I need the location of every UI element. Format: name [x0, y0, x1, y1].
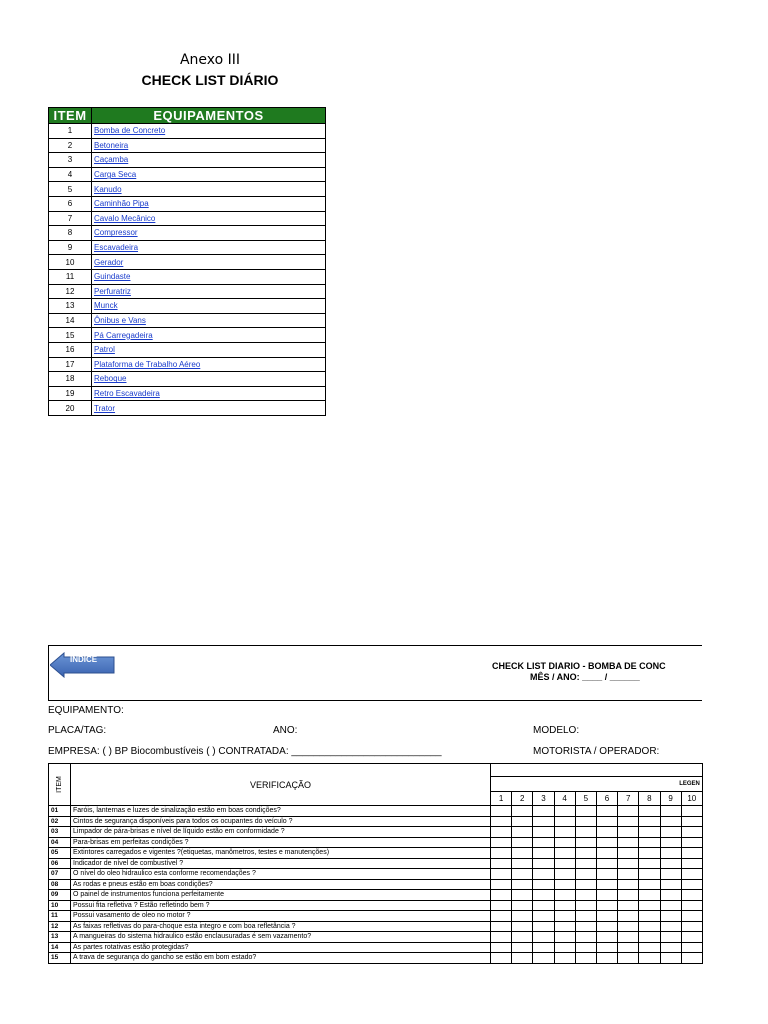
table-row [49, 869, 703, 880]
table-row [49, 255, 326, 270]
verification-item-text: O painel de instrumentos funciona perfeitamente [71, 890, 491, 901]
verification-item-text: Possui vasamento de oleo no motor ? [71, 911, 491, 922]
day-check-cell[interactable] [596, 806, 617, 817]
day-check-cell[interactable] [575, 879, 596, 890]
verification-item-number: 02 [49, 816, 71, 827]
verification-table [48, 763, 703, 964]
day-check-cell[interactable] [575, 953, 596, 964]
day-check-cell[interactable] [512, 879, 533, 890]
day-check-cell[interactable] [660, 900, 681, 911]
verification-item-text: As rodas e pneus estão em boas condições? [71, 879, 491, 890]
verification-item-number: 12 [49, 921, 71, 932]
index-item-number: 1 [49, 124, 92, 139]
day-check-cell[interactable] [639, 848, 660, 859]
day-check-cell[interactable] [575, 837, 596, 848]
day-check-cell[interactable] [491, 869, 512, 880]
day-check-cell[interactable] [681, 869, 702, 880]
day-check-cell[interactable] [491, 921, 512, 932]
table-row [49, 328, 326, 343]
equipment-link[interactable]: Plataforma de Trabalho Aéreo [92, 357, 326, 372]
day-check-cell[interactable] [554, 816, 575, 827]
equipment-index-table [48, 107, 326, 416]
day-check-cell[interactable] [512, 900, 533, 911]
index-item-number: 8 [49, 226, 92, 241]
equipment-link[interactable]: Kanudo [92, 182, 326, 197]
checklist-title: CHECK LIST DIARIO - BOMBA DE CONC [492, 661, 666, 671]
day-check-cell[interactable] [596, 942, 617, 953]
verification-item-text: As partes rotativas estão protegidas? [71, 942, 491, 953]
day-check-cell[interactable] [681, 879, 702, 890]
table-row [49, 372, 326, 387]
day-check-cell[interactable] [618, 827, 639, 838]
day-check-cell[interactable] [618, 900, 639, 911]
day-check-cell[interactable] [491, 837, 512, 848]
table-row [49, 827, 703, 838]
verification-item-number: 05 [49, 848, 71, 859]
day-check-cell[interactable] [618, 953, 639, 964]
index-table-header [49, 108, 326, 124]
verification-item-number: 15 [49, 953, 71, 964]
equipment-link[interactable]: Caçamba [92, 153, 326, 168]
index-item-number: 20 [49, 401, 92, 416]
verification-item-text: O nível do oleo hidraulico esta conforme recomendações ? [71, 869, 491, 880]
day-check-cell[interactable] [660, 869, 681, 880]
table-row [49, 921, 703, 932]
day-check-cell[interactable] [618, 879, 639, 890]
verification-item-text: As faixas refletivas do para-choque esta integro e com boa refletância ? [71, 921, 491, 932]
day-check-cell[interactable] [554, 953, 575, 964]
day-column-header: 4 [554, 792, 575, 806]
day-check-cell[interactable] [512, 837, 533, 848]
equipment-link[interactable]: Bomba de Concreto [92, 124, 326, 139]
verification-item-text: Limpador de pára-brisas e nível de líquido estão em conformidade ? [71, 827, 491, 838]
day-check-cell[interactable] [660, 806, 681, 817]
day-check-cell[interactable] [533, 953, 554, 964]
day-check-cell[interactable] [596, 953, 617, 964]
verification-item-text: Indicador de nível de combustível ? [71, 858, 491, 869]
day-check-cell[interactable] [554, 900, 575, 911]
day-check-cell[interactable] [554, 869, 575, 880]
page-title: CHECK LIST DIÁRIO [141, 72, 279, 88]
day-check-cell[interactable] [575, 827, 596, 838]
table-row [49, 124, 326, 139]
verification-item-text: Possui fita refletiva ? Estão refletindo bem ? [71, 900, 491, 911]
day-check-cell[interactable] [639, 816, 660, 827]
day-check-cell[interactable] [639, 806, 660, 817]
day-check-cell[interactable] [639, 921, 660, 932]
day-check-cell[interactable] [660, 879, 681, 890]
day-check-cell[interactable] [681, 806, 702, 817]
day-check-cell[interactable] [575, 858, 596, 869]
index-item-number: 3 [49, 153, 92, 168]
day-check-cell[interactable] [639, 890, 660, 901]
day-check-cell[interactable] [639, 942, 660, 953]
verification-item-text: Extintores carregados e vigentes ?(etiquetas, manômetros, testes e manutenções) [71, 848, 491, 859]
index-item-number: 14 [49, 313, 92, 328]
index-col-item: ITEM [49, 108, 92, 124]
day-column-header: 8 [639, 792, 660, 806]
verification-item-text: A mangueiras do sistema hidraulico estão enclausuradas é sem vazamento? [71, 932, 491, 943]
table-row [49, 932, 703, 943]
day-check-cell[interactable] [575, 806, 596, 817]
day-check-cell[interactable] [660, 953, 681, 964]
day-check-cell[interactable] [639, 911, 660, 922]
day-check-cell[interactable] [681, 900, 702, 911]
table-row [49, 299, 326, 314]
day-check-cell[interactable] [554, 921, 575, 932]
verification-item-number: 01 [49, 806, 71, 817]
day-check-cell[interactable] [660, 942, 681, 953]
verification-item-text: A trava de segurança do gancho se estão em bom estado? [71, 953, 491, 964]
day-check-cell[interactable] [596, 837, 617, 848]
day-check-cell[interactable] [681, 942, 702, 953]
day-check-cell[interactable] [596, 869, 617, 880]
table-row [49, 284, 326, 299]
day-column-header: 10 [681, 792, 702, 806]
index-item-number: 2 [49, 138, 92, 153]
month-year-field: MÊS / ANO: ____ / ______ [530, 672, 640, 682]
day-check-cell[interactable] [618, 806, 639, 817]
equipment-link[interactable]: Betoneira [92, 138, 326, 153]
index-item-number: 17 [49, 357, 92, 372]
verification-grid [48, 763, 702, 964]
verification-item-number: 03 [49, 827, 71, 838]
annex-label: Anexo III [179, 52, 241, 68]
day-check-cell[interactable] [596, 932, 617, 943]
verification-item-text: Cintos de segurança disponíveis para todos os ocupantes do veículo ? [71, 816, 491, 827]
table-row [49, 153, 326, 168]
table-row [49, 196, 326, 211]
verification-item-number: 08 [49, 879, 71, 890]
equipment-link[interactable]: Carga Seca [92, 167, 326, 182]
day-check-cell[interactable] [681, 816, 702, 827]
table-row [49, 138, 326, 153]
day-check-cell[interactable] [639, 827, 660, 838]
day-check-cell[interactable] [512, 858, 533, 869]
checklist-sheet [48, 645, 702, 1024]
day-check-cell[interactable] [512, 942, 533, 953]
day-check-cell[interactable] [533, 942, 554, 953]
day-check-cell[interactable] [533, 827, 554, 838]
day-check-cell[interactable] [681, 848, 702, 859]
legend-label: LEGEN [491, 776, 703, 792]
day-check-cell[interactable] [575, 942, 596, 953]
day-check-cell[interactable] [575, 890, 596, 901]
day-check-cell[interactable] [533, 911, 554, 922]
day-check-cell[interactable] [533, 879, 554, 890]
table-row [49, 890, 703, 901]
table-row [49, 911, 703, 922]
day-check-cell[interactable] [575, 932, 596, 943]
day-check-cell[interactable] [596, 848, 617, 859]
day-check-cell[interactable] [639, 900, 660, 911]
day-check-cell[interactable] [491, 942, 512, 953]
day-check-cell[interactable] [554, 837, 575, 848]
day-check-cell[interactable] [660, 816, 681, 827]
table-row [49, 816, 703, 827]
day-check-cell[interactable] [491, 858, 512, 869]
index-item-number: 6 [49, 196, 92, 211]
day-check-cell[interactable] [618, 942, 639, 953]
day-check-cell[interactable] [639, 953, 660, 964]
day-check-cell[interactable] [618, 890, 639, 901]
day-check-cell[interactable] [596, 827, 617, 838]
day-check-cell[interactable] [491, 911, 512, 922]
sheet-header-divider [48, 700, 702, 701]
day-column-header: 6 [596, 792, 617, 806]
table-row [49, 342, 326, 357]
day-check-cell[interactable] [512, 806, 533, 817]
day-check-cell[interactable] [512, 869, 533, 880]
index-item-number: 12 [49, 284, 92, 299]
day-check-cell[interactable] [618, 837, 639, 848]
table-row [49, 837, 703, 848]
legend-top-cell [491, 764, 703, 777]
sheet-top-border [48, 645, 702, 646]
equipment-link[interactable]: Gerador [92, 255, 326, 270]
sheet-left-border [48, 645, 49, 700]
day-check-cell[interactable] [512, 848, 533, 859]
day-check-cell[interactable] [491, 806, 512, 817]
year-label: ANO: [273, 725, 298, 736]
day-check-cell[interactable] [512, 921, 533, 932]
day-check-cell[interactable] [596, 816, 617, 827]
day-check-cell[interactable] [681, 890, 702, 901]
table-row [49, 942, 703, 953]
equipment-link[interactable]: Perfuratriz [92, 284, 326, 299]
index-item-number: 19 [49, 386, 92, 401]
day-check-cell[interactable] [533, 816, 554, 827]
index-back-button[interactable] [50, 652, 114, 678]
table-row [49, 182, 326, 197]
table-row [49, 953, 703, 964]
day-check-cell[interactable] [554, 932, 575, 943]
table-row [49, 879, 703, 890]
equipment-link[interactable]: Munck [92, 299, 326, 314]
day-check-cell[interactable] [618, 848, 639, 859]
table-row [49, 269, 326, 284]
day-check-cell[interactable] [596, 879, 617, 890]
table-row [49, 211, 326, 226]
day-column-header: 7 [618, 792, 639, 806]
day-check-cell[interactable] [660, 858, 681, 869]
index-item-number: 10 [49, 255, 92, 270]
table-row [49, 900, 703, 911]
col-item-header: ITEM [49, 764, 71, 806]
day-check-cell[interactable] [660, 827, 681, 838]
equipment-link[interactable]: Compressor [92, 226, 326, 241]
model-label: MODELO: [533, 725, 580, 736]
verification-item-number: 04 [49, 837, 71, 848]
day-check-cell[interactable] [681, 837, 702, 848]
day-check-cell[interactable] [491, 848, 512, 859]
verification-item-text: Para-brisas em perfeitas condições ? [71, 837, 491, 848]
day-check-cell[interactable] [681, 858, 702, 869]
index-button-label: INDICE [70, 655, 98, 664]
day-check-cell[interactable] [491, 827, 512, 838]
day-check-cell[interactable] [512, 911, 533, 922]
day-check-cell[interactable] [575, 921, 596, 932]
day-check-cell[interactable] [660, 848, 681, 859]
equipment-link[interactable]: Escavadeira [92, 240, 326, 255]
day-check-cell[interactable] [533, 900, 554, 911]
day-column-header: 9 [660, 792, 681, 806]
day-check-cell[interactable] [533, 921, 554, 932]
company-label: EMPRESA: ( ) BP Biocombustíveis ( ) CONTRATADA: ___________________________ [48, 746, 442, 757]
day-check-cell[interactable] [660, 837, 681, 848]
verification-item-number: 11 [49, 911, 71, 922]
day-check-cell[interactable] [575, 900, 596, 911]
table-row [49, 313, 326, 328]
day-check-cell[interactable] [681, 827, 702, 838]
day-check-cell[interactable] [512, 827, 533, 838]
day-check-cell[interactable] [533, 890, 554, 901]
verification-item-text: Faróis, lanternas e luzes de sinalização estão em boas condições? [71, 806, 491, 817]
day-check-cell[interactable] [660, 911, 681, 922]
day-check-cell[interactable] [639, 932, 660, 943]
day-check-cell[interactable] [512, 953, 533, 964]
day-check-cell[interactable] [618, 921, 639, 932]
equipment-link[interactable]: Caminhão Pipa [92, 196, 326, 211]
day-check-cell[interactable] [639, 837, 660, 848]
equipment-link[interactable]: Retro Escavadeira [92, 386, 326, 401]
index-item-number: 15 [49, 328, 92, 343]
equipment-link[interactable]: Guindaste [92, 269, 326, 284]
day-check-cell[interactable] [533, 806, 554, 817]
day-check-cell[interactable] [618, 911, 639, 922]
day-check-cell[interactable] [533, 848, 554, 859]
index-item-number: 4 [49, 167, 92, 182]
table-row [49, 167, 326, 182]
day-check-cell[interactable] [596, 890, 617, 901]
index-item-number: 16 [49, 342, 92, 357]
day-check-cell[interactable] [575, 911, 596, 922]
day-check-cell[interactable] [491, 816, 512, 827]
equipment-link[interactable]: Ônibus e Vans [92, 313, 326, 328]
day-check-cell[interactable] [554, 827, 575, 838]
day-check-cell[interactable] [491, 879, 512, 890]
day-check-cell[interactable] [618, 816, 639, 827]
index-item-number: 7 [49, 211, 92, 226]
day-check-cell[interactable] [596, 911, 617, 922]
table-row [49, 226, 326, 241]
day-check-cell[interactable] [554, 806, 575, 817]
table-row [49, 401, 326, 416]
day-check-cell[interactable] [660, 890, 681, 901]
table-row [49, 848, 703, 859]
day-check-cell[interactable] [596, 858, 617, 869]
table-row [49, 858, 703, 869]
verification-item-number: 10 [49, 900, 71, 911]
day-check-cell[interactable] [533, 858, 554, 869]
day-check-cell[interactable] [554, 879, 575, 890]
verification-item-number: 13 [49, 932, 71, 943]
verification-item-number: 06 [49, 858, 71, 869]
day-check-cell[interactable] [491, 890, 512, 901]
day-check-cell[interactable] [596, 921, 617, 932]
index-item-number: 5 [49, 182, 92, 197]
verification-item-number: 07 [49, 869, 71, 880]
day-check-cell[interactable] [533, 869, 554, 880]
day-check-cell[interactable] [512, 932, 533, 943]
index-item-number: 13 [49, 299, 92, 314]
day-check-cell[interactable] [596, 900, 617, 911]
day-check-cell[interactable] [512, 890, 533, 901]
day-check-cell[interactable] [554, 890, 575, 901]
day-check-cell[interactable] [554, 942, 575, 953]
equipment-link[interactable]: Trator [92, 401, 326, 416]
index-item-number: 11 [49, 269, 92, 284]
day-check-cell[interactable] [554, 858, 575, 869]
table-row [49, 357, 326, 372]
day-column-header: 5 [575, 792, 596, 806]
equipment-link[interactable]: Cavalo Mecânico [92, 211, 326, 226]
equipment-link[interactable]: Pá Carregadeira [92, 328, 326, 343]
day-check-cell[interactable] [575, 848, 596, 859]
day-column-header: 1 [491, 792, 512, 806]
day-check-cell[interactable] [681, 911, 702, 922]
day-check-cell[interactable] [512, 816, 533, 827]
equipment-link[interactable]: Patrol [92, 342, 326, 357]
driver-label: MOTORISTA / OPERADOR: [533, 746, 660, 757]
index-item-number: 18 [49, 372, 92, 387]
day-check-cell[interactable] [618, 858, 639, 869]
day-column-header: 3 [533, 792, 554, 806]
day-check-cell[interactable] [639, 869, 660, 880]
day-check-cell[interactable] [681, 921, 702, 932]
col-verification-header: VERIFICAÇÃO [71, 764, 491, 806]
table-row [49, 240, 326, 255]
equipment-label: EQUIPAMENTO: [48, 705, 124, 716]
day-check-cell[interactable] [554, 911, 575, 922]
day-check-cell[interactable] [491, 953, 512, 964]
day-check-cell[interactable] [681, 953, 702, 964]
index-item-number: 9 [49, 240, 92, 255]
day-check-cell[interactable] [533, 932, 554, 943]
index-col-equipment: EQUIPAMENTOS [92, 108, 326, 124]
day-check-cell[interactable] [575, 816, 596, 827]
day-check-cell[interactable] [491, 932, 512, 943]
day-check-cell[interactable] [554, 848, 575, 859]
verification-item-number: 09 [49, 890, 71, 901]
table-row [49, 806, 703, 817]
day-check-cell[interactable] [639, 858, 660, 869]
day-column-header: 2 [512, 792, 533, 806]
day-check-cell[interactable] [660, 932, 681, 943]
plate-label: PLACA/TAG: [48, 725, 107, 736]
table-row [49, 386, 326, 401]
day-check-cell[interactable] [660, 921, 681, 932]
day-check-cell[interactable] [618, 869, 639, 880]
day-check-cell[interactable] [618, 932, 639, 943]
day-check-cell[interactable] [491, 900, 512, 911]
day-check-cell[interactable] [681, 932, 702, 943]
day-check-cell[interactable] [533, 837, 554, 848]
equipment-link[interactable]: Reboque [92, 372, 326, 387]
day-check-cell[interactable] [639, 879, 660, 890]
day-check-cell[interactable] [575, 869, 596, 880]
verification-item-number: 14 [49, 942, 71, 953]
